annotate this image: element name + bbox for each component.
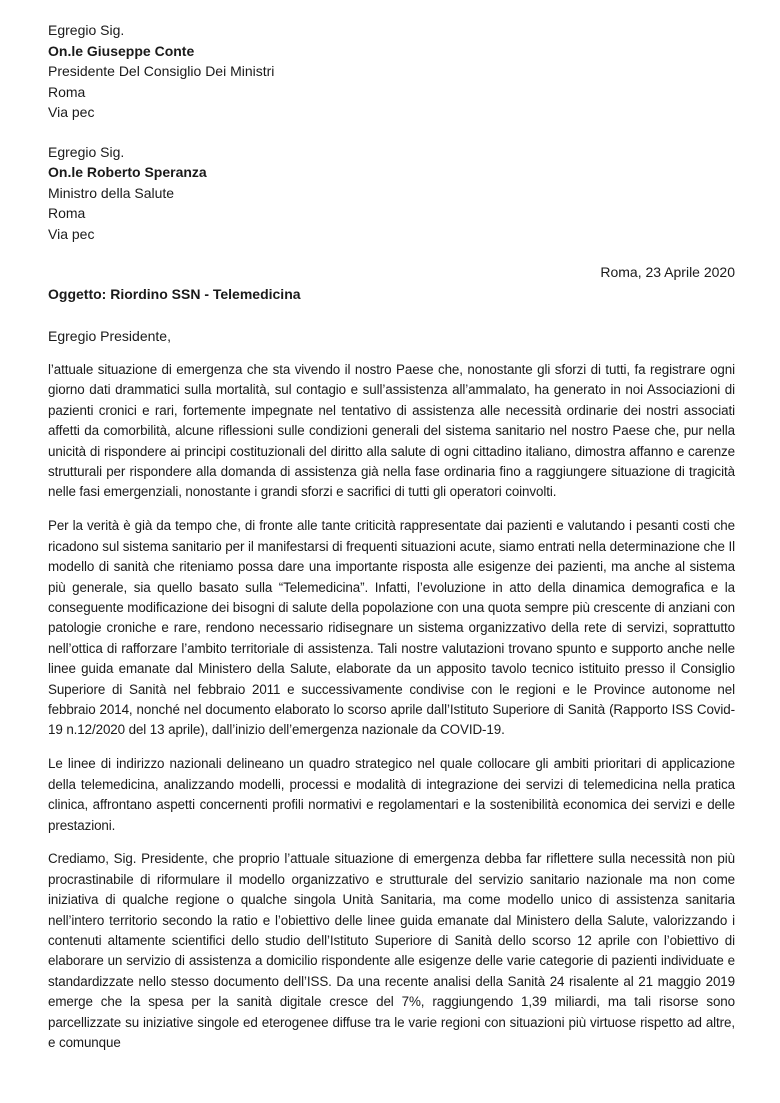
letter-page (48, 20, 735, 1067)
recipient-greeting: Egregio Sig. (48, 22, 125, 38)
letter-body (48, 360, 735, 1054)
letter-salutation: Egregio Presidente, (48, 328, 171, 344)
recipient-delivery: Via pec (48, 225, 95, 242)
body-paragraph-1: l’attuale situazione di emergenza che sta vivendo il nostro Paese che, nonostante gli sforzi di tutti, fa registrare ogni giorno dati drammatici sulla mortalità, sul contagio e sull’assistenza all’ammalato, ha generato in noi Associazioni di pazienti cronici e rari, fortemente impegnate nel tentativo di assistenza alle necessità ordinarie dei nostri associati affetti da comorbilità, alcune riflessioni sulle condizioni generali del sistema sanitario nel nostro Paese che, pur nella unicità di rispondere ai principi costituzionali del diritto alla salute di ogni cittadino italiano, dimostra affanno e carenze strutturali per rispondere alla domanda di assistenza già nella fase ordinaria fino a raggiungere situazione di tragicità nelle fasi emergenziali, nonostante i grandi sforzi e sacrifici di tutti gli operatori coinvolti. (48, 362, 735, 500)
recipient-role: Ministro della Salute (48, 184, 175, 201)
letter-date: Roma, 23 Aprile 2020 (600, 264, 735, 280)
recipient-city: Roma (48, 83, 86, 100)
recipient-greeting: Egregio Sig. (48, 143, 125, 160)
body-paragraph-2: Per la verità è già da tempo che, di fronte alle tante criticità rappresentate dai pazienti e valutando i pesanti costi che ricadono sul sistema sanitario per il manifestarsi di frequenti situazioni acute, siamo entrati nella determinazione che Il modello di sanità che riteniamo possa dare una importante risposta alle esigenze dei pazienti, ma anche al sistema più generale, sia quello basato sulla “Telemedicina”. Infatti, l’evoluzione in atto della dinamica demografica e la conseguente modificazione dei bisogni di salute della popolazione con una quota sempre più crescente di anziani con patologie croniche e rare, rendono necessario ridisegnare un sistema organizzativo della rete di servizi, soprattutto nell’ottica di rafforzare l’ambito territoriale di assistenza. Tali nostre valutazioni trovano spunto e supporto anche nelle linee guida emanate dal Ministero della Salute, elaborate da un apposito tavolo tecnico istituito presso il Consiglio Superiore di Sanità nel febbraio 2011 e successivamente condivise con le regioni e le Province autonome nel febbraio 2014, nonché nel documento elaborato lo scorso aprile dall’Istituto Superiore di Sanità (Rapporto ISS Covid-19 n.12/2020 del 13 aprile), dall’inizio dell’emergenza nazionale da COVID-19. (48, 518, 735, 738)
recipient-city: Roma (48, 205, 86, 221)
recipient-block-speranza (48, 142, 735, 245)
body-paragraph-3: Le linee di indirizzo nazionali delineano un quadro strategico nel quale collocare gli ambiti prioritari di applicazione della telemedicina, analizzando modelli, processi e modalità di integrazione dei servizi di telemedicina nella pratica clinica, affrontano aspetti concernenti profili normativi e regolamentari e la sostenibilità economica dei servizi e delle prestazioni. (48, 756, 735, 833)
letter-subject: Oggetto: Riordino SSN - Telemedicina (48, 286, 301, 302)
body-paragraph-4: Crediamo, Sig. Presidente, che proprio l’attuale situazione di emergenza debba far riflettere sulla necessità non più procrastinabile di riformulare il modello organizzativo e strutturale del servizio sanitario nazionale ma non come iniziativa di qualche regione o qualche singola Unità Sanitaria, ma come modello unico di assistenza sanitaria nell’intero territorio secondo la ratio e l’obiettivo delle linee guida emanate dal Ministero della Salute, valorizzando i contenuti altamente scientifici dello studio dell’Istituto Superiore di Sanità dello scorso 12 aprile con l’obiettivo di elaborare un servizio di assistenza a domicilio rispondente alle esigenze delle varie categorie di pazienti individuate e standardizzate nello stesso documento dell’ISS. Da una recente analisi della Sanità 24 risalente al 21 maggio 2019 emerge che la spesa per la sanità digitale cresce del 7%, raggiungendo 1,39 miliardi, ma tali risorse sono parcellizzate su iniziative singole ed eterogenee diffuse tra le varie regioni con situazioni più virtuose rispetto ad altre, e comunque (48, 851, 735, 1051)
recipient-block-conte (48, 20, 735, 123)
recipient-role: Presidente Del Consiglio Dei Ministri (48, 63, 275, 79)
recipient-delivery: Via pec (48, 104, 95, 120)
recipient-name: On.le Roberto Speranza (48, 164, 207, 180)
recipient-name: On.le Giuseppe Conte (48, 42, 195, 59)
